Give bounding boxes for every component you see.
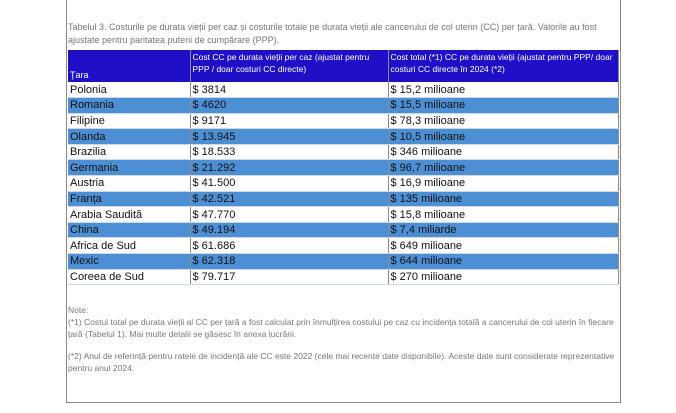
cell-country: Mexic — [68, 254, 190, 270]
cell-cost-per-case: $ 62.318 — [190, 254, 388, 270]
cell-cost-per-case: $ 21.292 — [190, 160, 388, 176]
cell-cost-per-case: $ 79.717 — [190, 269, 388, 285]
table-row — [68, 129, 618, 145]
cell-total-cost: $ 7,4 miliarde — [388, 222, 618, 238]
table-row — [68, 191, 618, 207]
cell-cost-per-case: $ 18.533 — [190, 144, 388, 160]
cell-country: Africa de Sud — [68, 238, 190, 254]
cell-total-cost: $ 644 milioane — [388, 254, 618, 270]
cell-country: Brazilia — [68, 144, 190, 160]
cell-country: Polonia — [68, 82, 190, 98]
cell-cost-per-case: $ 42.521 — [190, 191, 388, 207]
header-cost-per-case: Cost CC pe durata vieții per caz (ajustat pentru PPP / doar costuri CC directe) — [190, 50, 388, 82]
cell-total-cost: $ 16,9 milioane — [388, 176, 618, 192]
table-header-row — [68, 50, 618, 82]
cell-country: Coreea de Sud — [68, 269, 190, 285]
table-row — [68, 222, 618, 238]
cell-total-cost: $ 15,8 milioane — [388, 207, 618, 223]
cell-country: China — [68, 222, 190, 238]
table-row — [68, 269, 618, 285]
table-row — [68, 98, 618, 114]
notes-heading: Note: — [68, 305, 89, 315]
cell-country: Arabia Saudită — [68, 207, 190, 223]
table-row — [68, 254, 618, 270]
table-row — [68, 238, 618, 254]
cell-country: Germania — [68, 160, 190, 176]
table-row — [68, 160, 618, 176]
cell-cost-per-case: $ 4620 — [190, 98, 388, 114]
cell-total-cost: $ 10,5 milioane — [388, 129, 618, 145]
cell-cost-per-case: $ 41.500 — [190, 176, 388, 192]
header-total-cost: Cost total (*1) CC pe durata vieții (ajustat pentru PPP/ doar costuri CC directe în 2024 (*2) — [388, 50, 618, 82]
cell-cost-per-case: $ 61.686 — [190, 238, 388, 254]
cell-cost-per-case: $ 3814 — [190, 82, 388, 98]
table-body — [68, 82, 618, 285]
cell-cost-per-case: $ 49.194 — [190, 222, 388, 238]
table-row — [68, 144, 618, 160]
cell-total-cost: $ 346 milioane — [388, 144, 618, 160]
cell-total-cost: $ 15,5 milioane — [388, 98, 618, 114]
cell-country: Franța — [68, 191, 190, 207]
notes-section — [68, 304, 618, 374]
note-2: (*2) Anul de referință pentru ratele de incidență ale CC este 2022 (cele mai recente date disponibile). Aceste date sunt considerate reprezentative pentru anul 2024. — [68, 351, 615, 373]
cell-total-cost: $ 649 milioane — [388, 238, 618, 254]
table-row — [68, 82, 618, 98]
cell-country: Filipine — [68, 113, 190, 129]
note-1: (*1) Costul total pe durata vieții al CC per țară a fost calculat prin înmulțirea costului pe caz cu incidența totală a cancerului de col uterin în fiecare țară (Tabelul 1). Mai multe detalii se găsesc în anexa lucrării. — [68, 317, 614, 339]
cell-total-cost: $ 15,2 milioane — [388, 82, 618, 98]
cell-country: Romania — [68, 98, 190, 114]
cell-total-cost: $ 270 milioane — [388, 269, 618, 285]
cost-table — [68, 50, 619, 285]
table-row — [68, 207, 618, 223]
table-row — [68, 113, 618, 129]
cell-country: Austria — [68, 176, 190, 192]
cell-total-cost: $ 96,7 milioane — [388, 160, 618, 176]
cell-cost-per-case: $ 47.770 — [190, 207, 388, 223]
cell-cost-per-case: $ 13.945 — [190, 129, 388, 145]
cell-cost-per-case: $ 9171 — [190, 113, 388, 129]
cell-total-cost: $ 78,3 milioane — [388, 113, 618, 129]
table-row — [68, 176, 618, 192]
cell-country: Olanda — [68, 129, 190, 145]
cell-total-cost: $ 135 milioane — [388, 191, 618, 207]
table-caption: Tabelul 3. Costurile pe durata vieții per caz și costurile totale pe durata vieții ale cancerului de col uterin (CC) per țară. Valorile au fost ajustate pentru paritatea puterii de cumpărare (PPP). — [68, 22, 597, 45]
header-country: Țara — [68, 50, 190, 82]
